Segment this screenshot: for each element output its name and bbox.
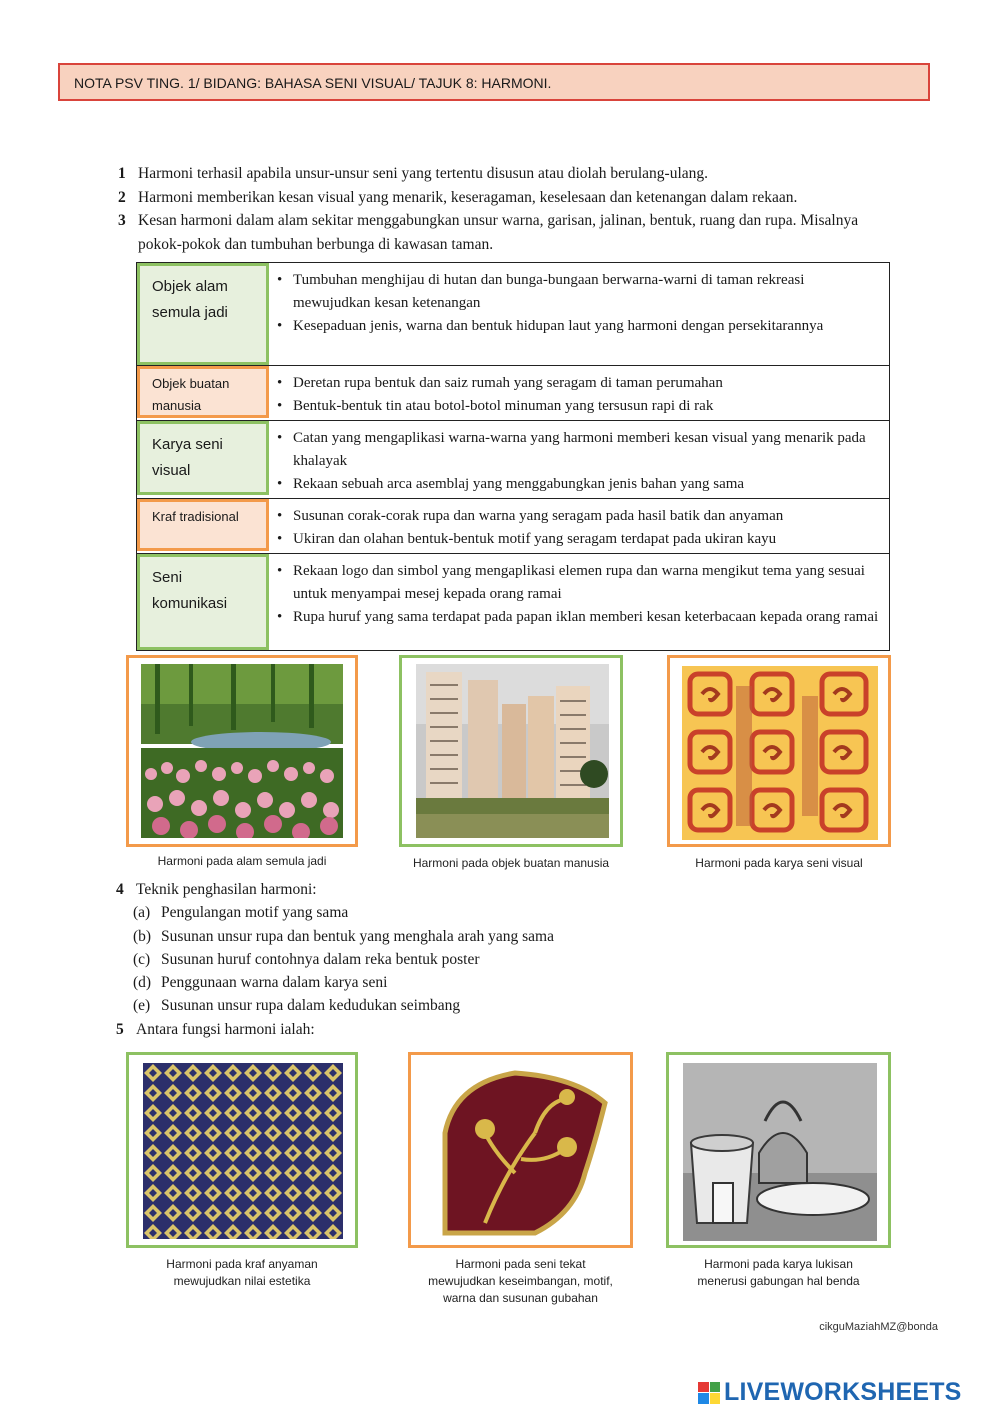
bullet-text: Susunan corak-corak rupa dan warna yang seragam pada hasil batik dan anyaman: [293, 508, 784, 524]
point-number: 4: [116, 881, 124, 898]
embroidery-image: [425, 1063, 619, 1241]
caption-still-life: [666, 1256, 891, 1290]
caption-line: warna dan susunan gubahan: [443, 1291, 598, 1305]
category-cell: Kraf tradisional: [137, 499, 269, 551]
category-cell: Objek buatan manusia: [137, 366, 269, 418]
point-text: Harmoni terhasil apabila unsur-unsur seni yang tertentu disusun atau diolah berulang-ulang.: [138, 165, 709, 182]
bullet-text: Bentuk-bentuk tin atau botol-botol minuman yang tersusun rapi di rak: [293, 398, 714, 414]
techniques-list: [116, 878, 736, 1041]
caption-nature: Harmoni pada alam semula jadi: [157, 854, 327, 868]
liveworksheets-logo-icon: [698, 1382, 720, 1404]
point-3: [118, 209, 878, 256]
table-row: [136, 499, 890, 554]
point-1: [118, 162, 878, 186]
item-text: Susunan huruf contohnya dalam reka bentuk poster: [161, 950, 480, 968]
header-title: NOTA PSV TING. 1/ BIDANG: BAHASA SENI VISUAL/ TAJUK 8: HARMONI.: [74, 75, 552, 91]
photo-tulip-garden: [126, 655, 358, 847]
caption-line: mewujudkan keseimbangan, motif,: [428, 1274, 613, 1288]
item-label: (a): [133, 904, 151, 922]
caption-manmade: Harmoni pada objek buatan manusia: [412, 856, 610, 870]
item-label: (d): [133, 974, 152, 992]
technique-item: [116, 948, 736, 971]
item-text: Penggunaan warna dalam karya seni: [161, 974, 388, 992]
photo-still-life: [666, 1052, 891, 1248]
bullet-text: Ukiran dan olahan bentuk-bentuk motif yang seragam terdapat pada ukiran kayu: [293, 531, 777, 547]
item-label: (b): [133, 927, 152, 945]
tulip-garden-image: [141, 664, 343, 838]
point-title: Antara fungsi harmoni ialah:: [136, 1020, 315, 1038]
bullet: • Bentuk-bentuk tin atau botol-botol minuman yang tersusun rapi di rak: [277, 395, 881, 418]
bullet: • Tumbuhan menghijau di hutan dan bunga-bungaan berwarna-warni di taman rekreasi mewujudkan kesan ketenangan: [277, 269, 881, 315]
point-4: [116, 878, 736, 901]
bullet: • Ukiran dan olahan bentuk-bentuk motif yang seragam terdapat pada ukiran kayu: [277, 528, 881, 551]
bullet-cell: [269, 421, 889, 498]
bullet-text: Rupa huruf yang sama terdapat pada papan iklan memberi kesan keterbacaan kepada orang ramai: [293, 609, 879, 625]
point-text: Harmoni memberikan kesan visual yang menarik, keseragaman, keselesaan dan ketenangan dalam rekaan.: [138, 188, 798, 206]
caption-weaving: [126, 1256, 358, 1290]
photo-embroidery: [408, 1052, 633, 1248]
point-number: 5: [116, 1020, 124, 1038]
caption-line: menerusi gabungan hal benda: [697, 1274, 860, 1288]
caption-line: Harmoni pada seni tekat: [455, 1257, 586, 1271]
technique-item: [116, 994, 736, 1017]
table-row: [136, 262, 890, 366]
caption-line: mewujudkan nilai estetika: [173, 1274, 311, 1288]
technique-item: [116, 971, 736, 994]
item-text: Pengulangan motif yang sama: [161, 904, 349, 922]
apartments-image: [416, 664, 609, 838]
liveworksheets-brand[interactable]: [698, 1378, 962, 1407]
caption-visual-art: Harmoni pada karya seni visual: [695, 856, 863, 870]
brand-name: LIVEWORKSHEETS: [724, 1378, 962, 1406]
photo-apartments: [399, 655, 623, 847]
bullet-cell: [269, 263, 889, 365]
technique-item: [116, 925, 736, 948]
weaving-image: [143, 1063, 343, 1239]
intro-points: [118, 162, 878, 256]
bullet: • Rekaan sebuah arca asemblaj yang menggabungkan jenis bahan yang sama: [277, 473, 881, 496]
category-cell: Karya seni visual: [137, 421, 269, 495]
technique-item: [116, 901, 736, 924]
item-label: (e): [133, 997, 151, 1015]
bullet: • Catan yang mengaplikasi warna-warna yang harmoni memberi kesan visual yang menarik pada khalayak: [277, 427, 881, 473]
caption-line: Harmoni pada kraf anyaman: [166, 1257, 318, 1271]
bullet: • Susunan corak-corak rupa dan warna yang seragam pada hasil batik dan anyaman: [277, 505, 881, 528]
still-life-image: [683, 1063, 877, 1241]
photo-weaving: [126, 1052, 358, 1248]
bullet: • Deretan rupa bentuk dan saiz rumah yang seragam di taman perumahan: [277, 372, 881, 395]
bullet: • Kesepaduan jenis, warna dan bentuk hidupan laut yang harmoni dengan persekitarannya: [277, 315, 881, 338]
table-row: [136, 554, 890, 651]
category-cell: Objek alam semula jadi: [137, 263, 269, 365]
photo-pattern: [667, 655, 891, 847]
point-5: [116, 1018, 736, 1041]
category-cell: Seni komunikasi: [137, 554, 269, 650]
point-2: [118, 186, 878, 210]
bullet-text: Deretan rupa bentuk dan saiz rumah yang seragam di taman perumahan: [293, 375, 723, 391]
point-text: Kesan harmoni dalam alam sekitar menggabungkan unsur warna, garisan, jalinan, bentuk, ruang dan rupa. Misalnya pokok-pokok dan tumbuhan berbunga di kawasan taman.: [138, 212, 859, 253]
page-header: [58, 63, 930, 101]
point-number: 2: [118, 188, 126, 206]
bullet: • Rupa huruf yang sama terdapat pada papan iklan memberi kesan keterbacaan kepada orang ramai: [277, 606, 881, 629]
item-text: Susunan unsur rupa dalam kedudukan seimbang: [161, 997, 461, 1015]
author-credit: cikguMaziahMZ@bonda: [819, 1321, 938, 1333]
point-title: Teknik penghasilan harmoni:: [136, 881, 317, 898]
bullet-text: Kesepaduan jenis, warna dan bentuk hidupan laut yang harmoni dengan persekitarannya: [293, 318, 824, 334]
item-text: Susunan unsur rupa dan bentuk yang menghala arah yang sama: [161, 927, 554, 945]
bullet-text: Catan yang mengaplikasi warna-warna yang harmoni memberi kesan visual yang menarik pada khalayak: [293, 430, 866, 469]
bullet-text: Rekaan logo dan simbol yang mengaplikasi elemen rupa dan warna mengikut tema yang sesuai untuk menyampai mesej kepada orang ramai: [293, 563, 865, 602]
harmony-table: [136, 262, 890, 651]
pattern-image: [682, 666, 878, 840]
bullet: • Rekaan logo dan simbol yang mengaplikasi elemen rupa dan warna mengikut tema yang sesuai untuk menyampai mesej kepada orang ramai: [277, 560, 881, 606]
point-number: 1: [118, 165, 126, 182]
bullet-cell: [269, 499, 889, 553]
item-label: (c): [133, 950, 151, 968]
bullet-text: Tumbuhan menghijau di hutan dan bunga-bungaan berwarna-warni di taman rekreasi mewujudkan kesan ketenangan: [293, 272, 805, 311]
point-number: 3: [118, 212, 126, 229]
bullet-cell: [269, 554, 889, 650]
bullet-cell: [269, 366, 889, 420]
caption-line: Harmoni pada karya lukisan: [704, 1257, 853, 1271]
bullet-text: Rekaan sebuah arca asemblaj yang menggabungkan jenis bahan yang sama: [293, 476, 745, 492]
caption-embroidery: [408, 1256, 633, 1307]
table-row: [136, 366, 890, 421]
table-row: [136, 421, 890, 499]
